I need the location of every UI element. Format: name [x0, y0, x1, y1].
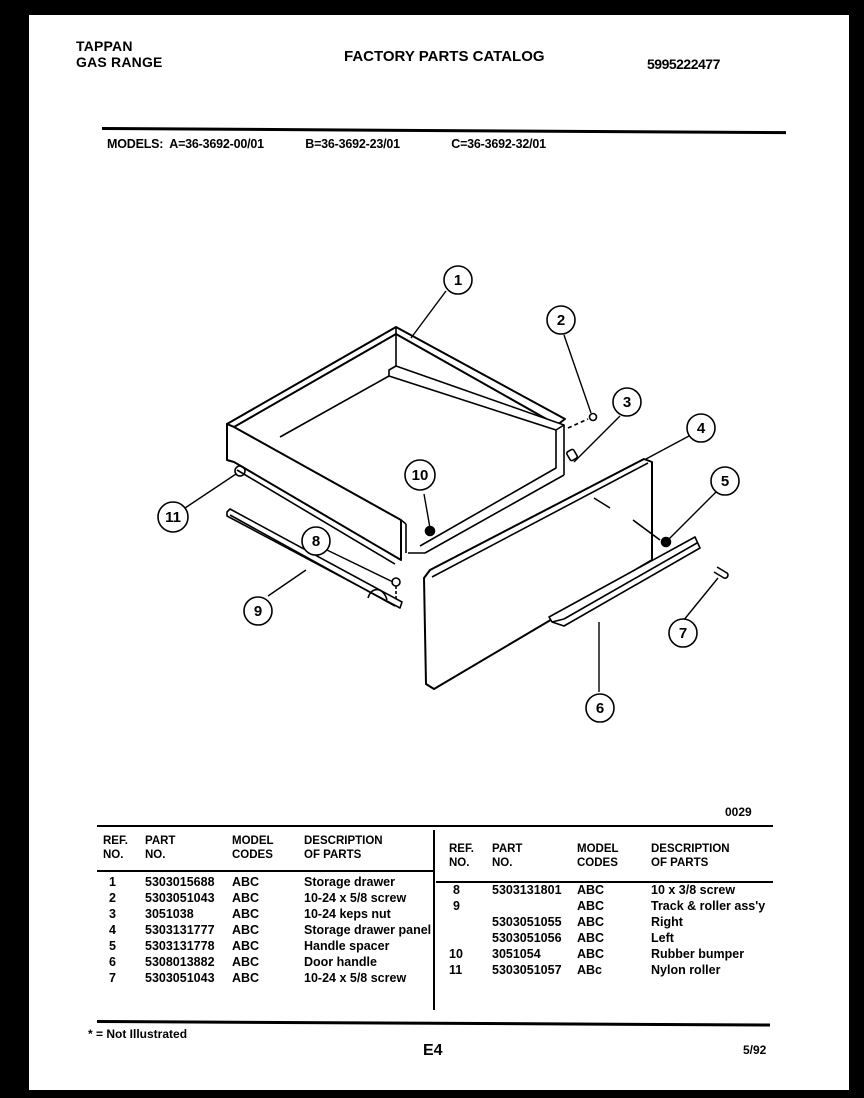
- page-number: E4: [423, 1042, 443, 1059]
- svg-text:1: 1: [453, 272, 463, 289]
- callout-4: [687, 414, 715, 442]
- callout-6: [586, 694, 614, 722]
- parts-table-right: [449, 842, 765, 978]
- table-row: 4 5303131777 ABC Storage drawer panel: [109, 923, 432, 937]
- callout-8: [302, 527, 330, 555]
- table-row: 11 5303051057 ABc Nylon roller: [449, 963, 721, 977]
- svg-text:8: 8: [311, 533, 321, 550]
- table-row: 10 3051054 ABC Rubber bumper: [449, 947, 745, 961]
- callout-5: [711, 467, 739, 495]
- not-illustrated-footnote: * = Not Illustrated: [88, 1027, 188, 1041]
- svg-text:7: 7: [678, 625, 688, 642]
- table-row: 5303051055 ABC Right: [492, 915, 683, 929]
- callout-1: [444, 266, 472, 294]
- models-label: MODELS:: [107, 137, 164, 151]
- table-row: 2 5303051043 ABC 10-24 x 5/8 screw: [109, 891, 407, 905]
- svg-text:5: 5: [720, 473, 730, 490]
- product-type: GAS RANGE: [76, 54, 163, 70]
- callout-9: [244, 597, 272, 625]
- col-codes: MODEL CODES: [577, 843, 619, 869]
- table-row: 7 5303051043 ABC 10-24 x 5/8 screw: [109, 971, 407, 985]
- callout-7: [669, 619, 697, 647]
- col-part: PART NO.: [492, 843, 523, 869]
- svg-text:4: 4: [696, 420, 706, 437]
- brand-name: TAPPAN: [76, 38, 133, 54]
- table-row: 1 5303015688 ABC Storage drawer: [109, 875, 396, 889]
- col-part: PART NO.: [145, 835, 176, 861]
- col-ref: REF. NO.: [449, 843, 474, 869]
- svg-text:2: 2: [556, 312, 566, 329]
- diagram-code: 0029: [725, 805, 752, 819]
- callout-10: [405, 460, 435, 490]
- callout-11: [158, 502, 188, 532]
- table-row: 8 5303131801 ABC 10 x 3/8 screw: [453, 883, 736, 897]
- storage-drawer-panel: [424, 459, 660, 689]
- col-desc: DESCRIPTION OF PARTS: [651, 843, 730, 869]
- svg-text:3: 3: [622, 394, 632, 411]
- table-row: 5 5303131778 ABC Handle spacer: [109, 939, 390, 953]
- screw-7: [714, 567, 728, 578]
- table-top-rule: [97, 825, 773, 827]
- table-header-row: [449, 842, 765, 882]
- col-ref: REF. NO.: [103, 835, 128, 861]
- table-row: 6 5308013882 ABC Door handle: [109, 955, 377, 969]
- table-row: 5303051056 ABC Left: [492, 931, 674, 945]
- parts-table-left: [103, 834, 431, 986]
- table-row: 3 3051038 ABC 10-24 keps nut: [109, 907, 391, 921]
- screw-2: [590, 414, 597, 421]
- model-c: C=36-3692-32/01: [451, 137, 546, 151]
- svg-text:6: 6: [595, 700, 605, 717]
- catalog-title: FACTORY PARTS CATALOG: [344, 48, 545, 65]
- model-a: A=36-3692-00/01: [169, 137, 264, 151]
- svg-text:9: 9: [253, 603, 263, 620]
- callout-2: [547, 306, 575, 334]
- svg-text:10: 10: [411, 467, 429, 484]
- model-b: B=36-3692-23/01: [305, 137, 400, 151]
- revision-date: 5/92: [743, 1043, 767, 1057]
- col-codes: MODEL CODES: [232, 835, 274, 861]
- table-row: 9 ABC Track & roller ass'y: [453, 899, 766, 913]
- table-header-row: [103, 834, 431, 874]
- svg-text:11: 11: [165, 509, 181, 526]
- callout-3: [613, 388, 641, 416]
- screw-8: [392, 578, 400, 586]
- table-column-divider: [433, 830, 435, 1010]
- catalog-number: 5995222477: [647, 56, 720, 72]
- col-desc: DESCRIPTION OF PARTS: [304, 835, 383, 861]
